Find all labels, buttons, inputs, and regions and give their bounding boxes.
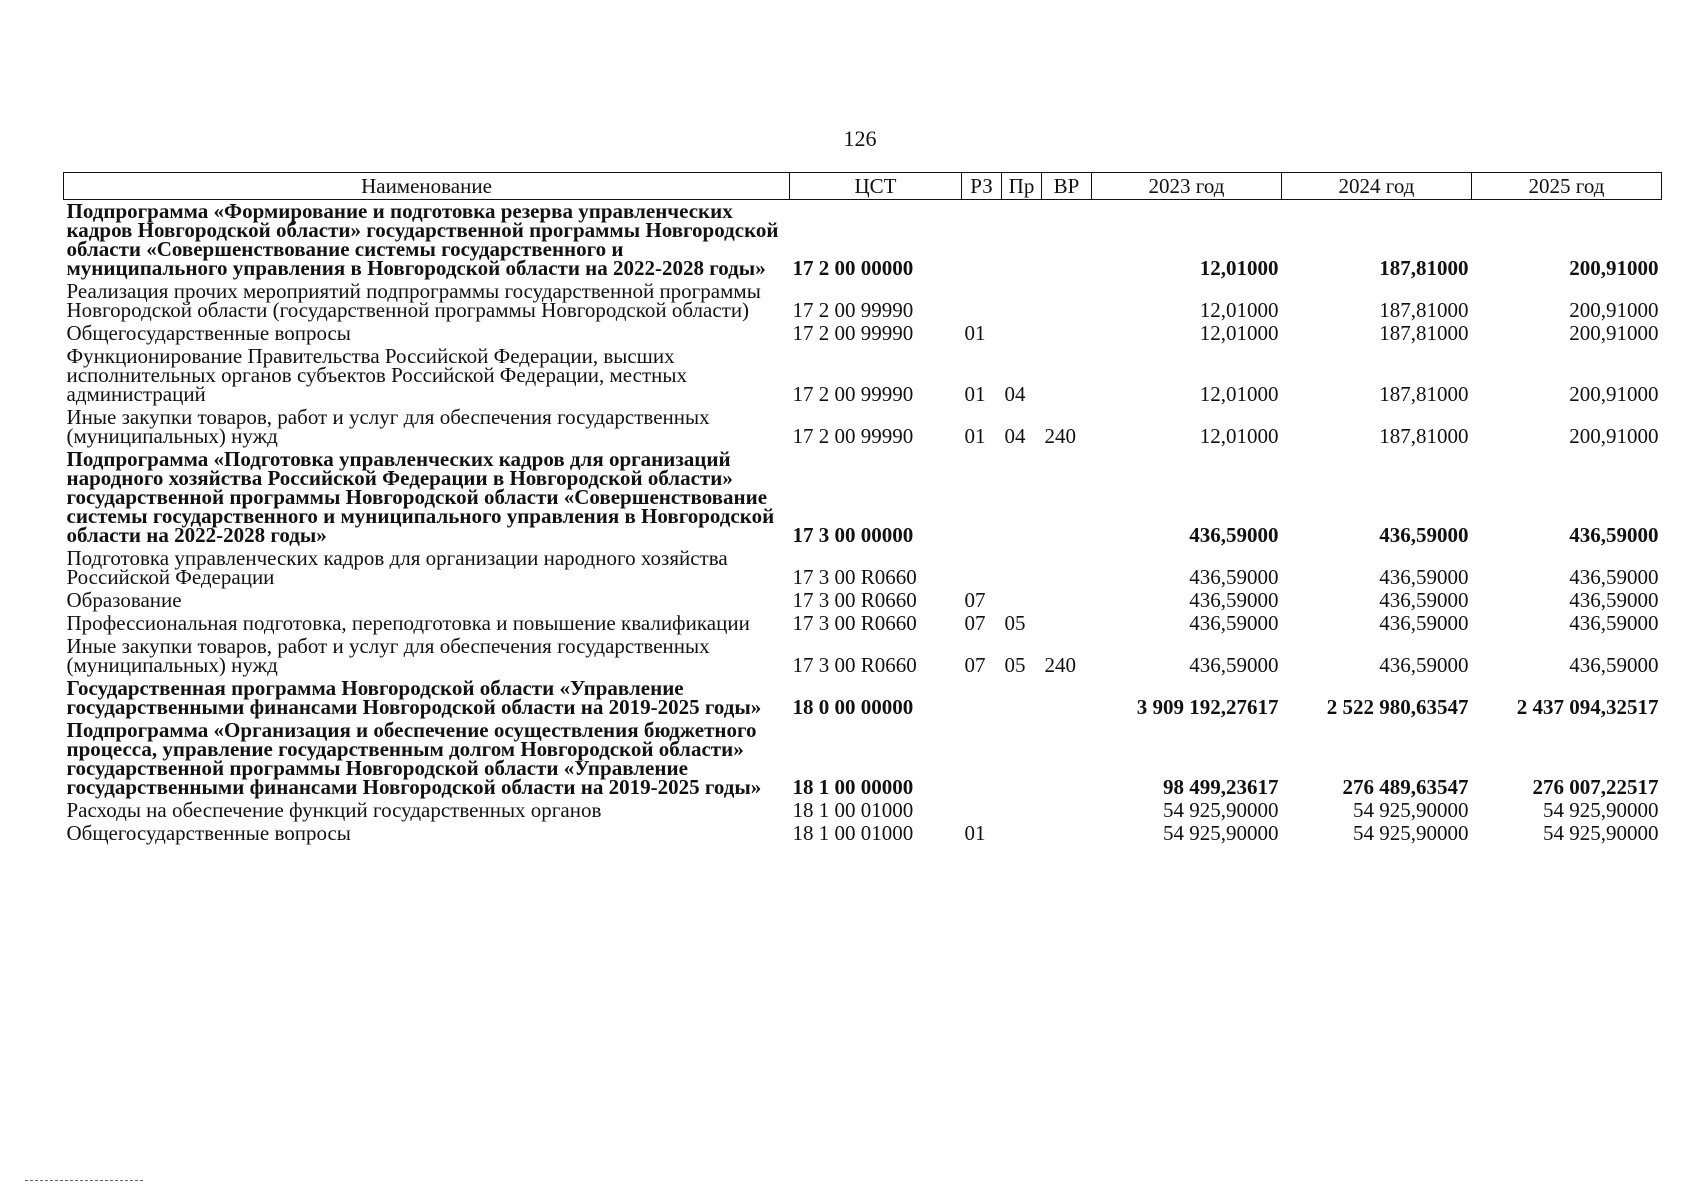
cell-rz: 01 xyxy=(964,321,986,345)
cell-y2025: 54 925,90000 xyxy=(1543,798,1659,822)
cell-rz: 07 xyxy=(964,588,986,612)
cell-rz xyxy=(962,200,1002,281)
cell-name: Подготовка управленческих кадров для организации народного хозяйства Российской Федерации xyxy=(66,546,728,589)
cell-rz xyxy=(962,719,1002,799)
table-row xyxy=(64,822,1662,845)
cell-cst: 17 3 00 R0660 xyxy=(792,653,917,677)
cell-name: Подпрограмма «Формирование и подготовка резерва управленческих кадров Новгородской области» государственной программы Новгородской области «Совершенствование системы государственного и муниципального управления в Новгородской области на 2022-2028 годы» xyxy=(66,199,779,280)
scan-artifact-line xyxy=(25,1180,143,1181)
cell-y2023: 12,01000 xyxy=(1199,256,1279,280)
cell-rz xyxy=(962,677,1002,719)
table-header xyxy=(64,173,1662,200)
cell-y2024: 436,59000 xyxy=(1379,565,1469,589)
cell-name: Подпрограмма «Подготовка управленческих кадров для организаций народного хозяйства Российской Федерации в Новгородской области» государственной программы Новгородской области «Совершенствование системы государственного и муниципального управления в Новгородской области на 2022-2028 годы» xyxy=(66,447,775,547)
table-body xyxy=(64,200,1662,846)
cell-name: Реализация прочих мероприятий подпрограммы государственной программы Новгородской области (государственной программы Новгородской области) xyxy=(66,279,761,322)
cell-cst: 17 3 00 00000 xyxy=(792,523,914,547)
cell-vr xyxy=(1042,799,1092,822)
cell-pr xyxy=(1002,799,1042,822)
cell-y2024: 187,81000 xyxy=(1379,424,1469,448)
cell-vr xyxy=(1042,612,1092,635)
cell-y2024: 436,59000 xyxy=(1379,523,1469,547)
cell-cst: 18 1 00 00000 xyxy=(792,775,914,799)
cell-rz xyxy=(962,547,1002,589)
cell-y2024: 187,81000 xyxy=(1379,321,1469,345)
cell-name: Общегосударственные вопросы xyxy=(66,821,351,845)
table-row xyxy=(64,635,1662,677)
cell-y2023: 436,59000 xyxy=(1189,523,1279,547)
header-name: Наименование xyxy=(64,173,790,200)
cell-y2025: 200,91000 xyxy=(1569,382,1659,406)
table-row xyxy=(64,589,1662,612)
table-row xyxy=(64,719,1662,799)
page-number: 126 xyxy=(843,126,877,151)
cell-y2023: 54 925,90000 xyxy=(1163,798,1279,822)
cell-y2023: 12,01000 xyxy=(1199,424,1279,448)
cell-name: Образование xyxy=(66,588,182,612)
cell-pr xyxy=(1002,448,1042,547)
cell-pr: 05 xyxy=(1004,653,1026,677)
cell-y2024: 54 925,90000 xyxy=(1353,821,1469,845)
cell-y2023: 12,01000 xyxy=(1199,382,1279,406)
cell-name: Профессиональная подготовка, переподготовка и повышение квалификации xyxy=(66,611,750,635)
cell-y2025: 436,59000 xyxy=(1569,523,1659,547)
cell-vr xyxy=(1042,822,1092,845)
cell-vr xyxy=(1042,280,1092,322)
cell-rz: 07 xyxy=(964,611,986,635)
cell-y2025: 436,59000 xyxy=(1569,588,1659,612)
cell-rz: 07 xyxy=(964,653,986,677)
cell-pr xyxy=(1002,280,1042,322)
table-row xyxy=(64,799,1662,822)
header-rz: РЗ xyxy=(962,173,1002,200)
cell-name: Иные закупки товаров, работ и услуг для обеспечения государственных (муниципальных) нужд xyxy=(66,634,710,677)
cell-pr xyxy=(1002,200,1042,281)
cell-rz xyxy=(962,799,1002,822)
cell-cst: 18 1 00 01000 xyxy=(792,798,914,822)
budget-table xyxy=(63,172,1662,845)
header-2023: 2023 год xyxy=(1092,173,1282,200)
cell-y2025: 200,91000 xyxy=(1569,424,1659,448)
cell-y2025: 54 925,90000 xyxy=(1543,821,1659,845)
cell-pr: 05 xyxy=(1004,611,1026,635)
cell-cst: 17 2 00 99990 xyxy=(792,298,914,322)
header-pr: Пр xyxy=(1002,173,1042,200)
cell-y2023: 436,59000 xyxy=(1189,611,1279,635)
cell-y2025: 200,91000 xyxy=(1569,321,1659,345)
table-row xyxy=(64,200,1662,281)
cell-y2025: 200,91000 xyxy=(1569,298,1659,322)
cell-rz xyxy=(962,280,1002,322)
cell-vr: 240 xyxy=(1044,424,1076,448)
cell-cst: 18 0 00 00000 xyxy=(792,695,914,719)
cell-y2025: 436,59000 xyxy=(1569,611,1659,635)
table-row xyxy=(64,322,1662,345)
cell-cst: 17 2 00 00000 xyxy=(792,256,914,280)
cell-name: Расходы на обеспечение функций государственных органов xyxy=(66,798,602,822)
cell-y2025: 436,59000 xyxy=(1569,565,1659,589)
cell-vr xyxy=(1042,677,1092,719)
cell-vr xyxy=(1042,200,1092,281)
cell-y2023: 54 925,90000 xyxy=(1163,821,1279,845)
cell-y2024: 2 522 980,63547 xyxy=(1326,695,1469,719)
cell-vr xyxy=(1042,448,1092,547)
table-row xyxy=(64,345,1662,406)
header-2024: 2024 год xyxy=(1282,173,1472,200)
cell-vr: 240 xyxy=(1044,653,1076,677)
cell-pr: 04 xyxy=(1004,382,1026,406)
cell-pr: 04 xyxy=(1004,424,1026,448)
table-row xyxy=(64,677,1662,719)
cell-name: Функционирование Правительства Российской Федерации, высших исполнительных органов субъектов Российской Федерации, местных администраций xyxy=(66,344,687,406)
cell-y2023: 436,59000 xyxy=(1189,588,1279,612)
cell-y2025: 436,59000 xyxy=(1569,653,1659,677)
cell-pr xyxy=(1002,547,1042,589)
cell-y2024: 436,59000 xyxy=(1379,653,1469,677)
cell-name: Государственная программа Новгородской области «Управление государственными финансами Новгородской области на 2019-2025 годы» xyxy=(66,676,762,719)
cell-pr xyxy=(1002,719,1042,799)
cell-y2024: 276 489,63547 xyxy=(1342,775,1469,799)
table-row xyxy=(64,280,1662,322)
cell-vr xyxy=(1042,322,1092,345)
header-vr: ВР xyxy=(1042,173,1092,200)
cell-name: Подпрограмма «Организация и обеспечение осуществления бюджетного процесса, управление государственным долгом Новгородской области» государственной программы Новгородской области «Управление государственными финансами Новгородской области на 2019-2025 годы» xyxy=(66,718,762,799)
cell-y2023: 12,01000 xyxy=(1199,298,1279,322)
cell-cst: 17 2 00 99990 xyxy=(792,424,914,448)
cell-pr xyxy=(1002,822,1042,845)
cell-vr xyxy=(1042,719,1092,799)
cell-rz: 01 xyxy=(964,382,986,406)
header-cst: ЦСТ xyxy=(790,173,962,200)
cell-cst: 17 3 00 R0660 xyxy=(792,565,917,589)
cell-cst: 17 2 00 99990 xyxy=(792,321,914,345)
cell-cst: 17 3 00 R0660 xyxy=(792,611,917,635)
cell-cst: 18 1 00 01000 xyxy=(792,821,914,845)
cell-y2024: 54 925,90000 xyxy=(1353,798,1469,822)
cell-y2025: 200,91000 xyxy=(1569,256,1659,280)
cell-y2023: 3 909 192,27617 xyxy=(1136,695,1279,719)
cell-y2024: 436,59000 xyxy=(1379,588,1469,612)
cell-y2024: 187,81000 xyxy=(1379,382,1469,406)
cell-cst: 17 2 00 99990 xyxy=(792,382,914,406)
cell-y2024: 187,81000 xyxy=(1379,256,1469,280)
cell-y2023: 436,59000 xyxy=(1189,565,1279,589)
cell-rz: 01 xyxy=(964,821,986,845)
cell-y2024: 436,59000 xyxy=(1379,611,1469,635)
table-row xyxy=(64,448,1662,547)
header-2025: 2025 год xyxy=(1472,173,1662,200)
cell-cst: 17 3 00 R0660 xyxy=(792,588,917,612)
cell-pr xyxy=(1002,589,1042,612)
table-row xyxy=(64,406,1662,448)
cell-name: Общегосударственные вопросы xyxy=(66,321,351,345)
cell-y2025: 276 007,22517 xyxy=(1532,775,1659,799)
cell-y2025: 2 437 094,32517 xyxy=(1516,695,1659,719)
cell-pr xyxy=(1002,677,1042,719)
cell-vr xyxy=(1042,345,1092,406)
table-row xyxy=(64,612,1662,635)
cell-y2023: 12,01000 xyxy=(1199,321,1279,345)
cell-name: Иные закупки товаров, работ и услуг для обеспечения государственных (муниципальных) нужд xyxy=(66,405,710,448)
cell-y2023: 98 499,23617 xyxy=(1163,775,1279,799)
cell-y2024: 187,81000 xyxy=(1379,298,1469,322)
cell-vr xyxy=(1042,547,1092,589)
cell-y2023: 436,59000 xyxy=(1189,653,1279,677)
cell-pr xyxy=(1002,322,1042,345)
table-row xyxy=(64,547,1662,589)
cell-rz: 01 xyxy=(964,424,986,448)
cell-vr xyxy=(1042,589,1092,612)
cell-rz xyxy=(962,448,1002,547)
